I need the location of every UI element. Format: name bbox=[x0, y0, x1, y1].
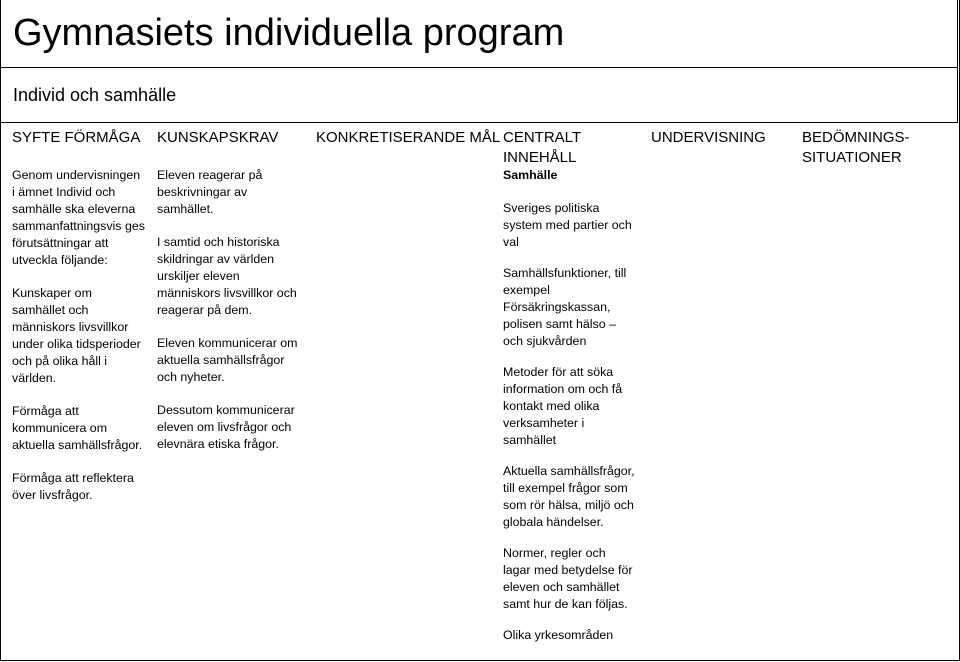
text-line: eleven om livsfrågor och bbox=[157, 420, 292, 434]
text-line: utveckla följande: bbox=[12, 253, 108, 267]
column-header-bedomning-line1: BEDÖMNINGS- bbox=[802, 129, 910, 146]
text-line: kontakt med olika bbox=[503, 399, 600, 413]
text-line: över livsfrågor. bbox=[12, 488, 93, 502]
centralt-paragraph-5 bbox=[503, 545, 648, 613]
text-line: lagar med betydelse för bbox=[503, 563, 633, 577]
text-line: val bbox=[503, 235, 519, 249]
text-line: människors livsvillkor och bbox=[157, 286, 297, 300]
text-line: system med partier och bbox=[503, 218, 632, 232]
text-line: samt hur de kan följas. bbox=[503, 597, 628, 611]
kunskapskrav-paragraph-4 bbox=[157, 402, 307, 453]
text-line: Sveriges politiska bbox=[503, 201, 600, 215]
text-line: urskiljer eleven bbox=[157, 269, 240, 283]
centralt-paragraph-2 bbox=[503, 265, 648, 350]
kunskapskrav-paragraph-3 bbox=[157, 335, 307, 386]
centralt-paragraph-1 bbox=[503, 200, 648, 251]
text-line: reagerar på dem. bbox=[157, 303, 253, 317]
column-header-bedomning-line2: SITUATIONER bbox=[802, 149, 902, 166]
text-line: samhälle ska eleverna bbox=[12, 202, 136, 216]
text-line: Dessutom kommunicerar bbox=[157, 403, 295, 417]
text-line: Metoder för att söka bbox=[503, 365, 614, 379]
page-subtitle: Individ och samhälle bbox=[13, 85, 177, 105]
text-line: Samhällsfunktioner, till bbox=[503, 266, 627, 280]
text-line: Normer, regler och bbox=[503, 546, 606, 560]
header-divider bbox=[0, 122, 958, 123]
text-line: skildringar av världen bbox=[157, 252, 275, 266]
text-line: världen. bbox=[12, 371, 57, 385]
text-line: och sjukvården bbox=[503, 334, 587, 348]
text-line: Eleven reagerar på bbox=[157, 168, 263, 182]
column-header-syfte: SYFTE FÖRMÅGA bbox=[12, 129, 141, 146]
column-header-kunskapskrav: KUNSKAPSKRAV bbox=[157, 129, 279, 146]
text-line: aktuella samhällsfrågor bbox=[157, 353, 285, 367]
text-line: kommunicera om bbox=[12, 421, 108, 435]
text-line: Förmåga att bbox=[12, 404, 79, 418]
syfte-paragraph-4 bbox=[12, 470, 152, 504]
centralt-cell bbox=[503, 167, 648, 644]
centralt-paragraph-4 bbox=[503, 463, 648, 531]
text-line: Förmåga att reflektera bbox=[12, 471, 134, 485]
text-line: som rör hälsa, miljö och bbox=[503, 498, 634, 512]
text-line: globala händelser. bbox=[503, 515, 604, 529]
kunskapskrav-cell bbox=[157, 167, 307, 469]
text-line: förutsättningar att bbox=[12, 236, 109, 250]
text-line: samhället och bbox=[12, 303, 89, 317]
text-line: till exempel frågor som bbox=[503, 481, 628, 495]
text-line: under olika tidsperioder bbox=[12, 337, 141, 351]
text-line: verksamheter i bbox=[503, 416, 585, 430]
text-line: och nyheter. bbox=[157, 370, 225, 384]
centralt-paragraph-6 bbox=[503, 627, 648, 644]
subtitle-row bbox=[0, 68, 958, 122]
syfte-cell bbox=[12, 167, 152, 520]
centralt-heading: Samhälle bbox=[503, 168, 558, 182]
title-row bbox=[0, 0, 958, 68]
text-line: beskrivningar av bbox=[157, 185, 248, 199]
kunskapskrav-paragraph-1 bbox=[157, 167, 307, 218]
text-line: polisen samt hälso – bbox=[503, 317, 616, 331]
text-line: information om och få bbox=[503, 382, 623, 396]
text-line: Försäkringskassan, bbox=[503, 300, 611, 314]
centralt-paragraph-3 bbox=[503, 364, 648, 449]
text-line: Kunskaper om bbox=[12, 286, 92, 300]
column-header-undervisning: UNDERVISNING bbox=[651, 129, 766, 146]
text-line: eleven och samhället bbox=[503, 580, 620, 594]
text-line: samhället. bbox=[157, 202, 214, 216]
text-line: Olika yrkesområden bbox=[503, 628, 614, 642]
text-line: Eleven kommunicerar om bbox=[157, 336, 298, 350]
column-header-centralt bbox=[503, 128, 581, 168]
text-line: sammanfattningsvis ges bbox=[12, 219, 145, 233]
syfte-paragraph-2 bbox=[12, 285, 152, 387]
text-line: I samtid och historiska bbox=[157, 235, 280, 249]
text-line: och på olika håll i bbox=[12, 354, 108, 368]
column-header-centralt-line2: INNEHÅLL bbox=[503, 149, 577, 166]
syfte-paragraph-3 bbox=[12, 403, 152, 454]
text-line: samhället bbox=[503, 433, 557, 447]
text-line: Aktuella samhällsfrågor, bbox=[503, 464, 635, 478]
syfte-paragraph-1 bbox=[12, 167, 152, 269]
text-line: människors livsvillkor bbox=[12, 320, 129, 334]
text-line: i ämnet Individ och bbox=[12, 185, 116, 199]
kunskapskrav-paragraph-2 bbox=[157, 234, 307, 319]
column-header-konkretiserande: KONKRETISERANDE MÅL bbox=[316, 129, 501, 146]
text-line: aktuella samhällsfrågor. bbox=[12, 438, 143, 452]
page-title: Gymnasiets individuella program bbox=[13, 12, 565, 54]
text-line: Genom undervisningen bbox=[12, 168, 141, 182]
column-header-bedomning bbox=[802, 128, 910, 168]
text-line: exempel bbox=[503, 283, 550, 297]
column-header-centralt-line1: CENTRALT bbox=[503, 129, 582, 146]
text-line: elevnära etiska frågor. bbox=[157, 437, 279, 451]
